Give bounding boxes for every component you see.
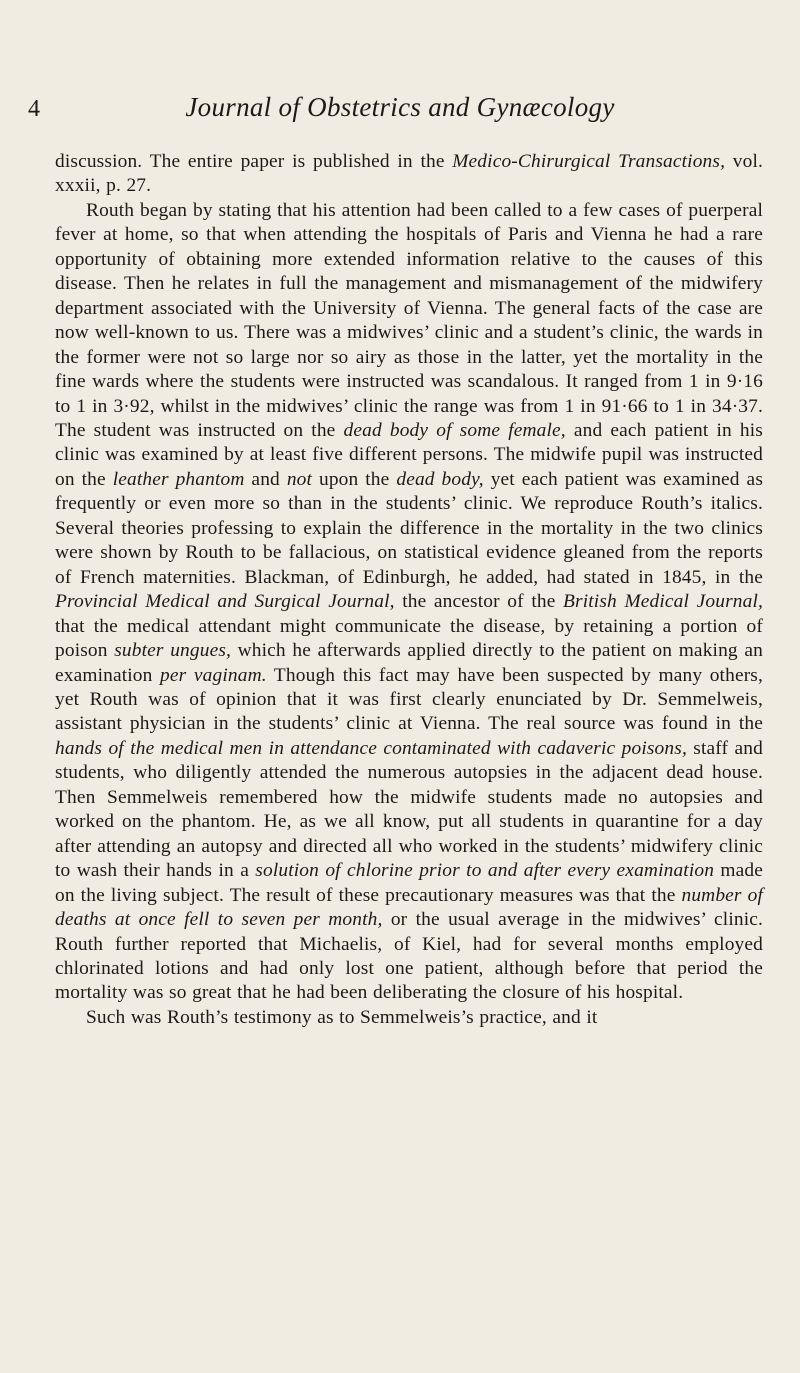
text-run: and [244, 468, 287, 490]
italic-text: dead body of some female, [343, 419, 566, 441]
text-run: Such was Routh’s testimony as to Semmelweis’s practice, and it [86, 1006, 598, 1028]
text-run: that the medical attendant might communicate the disease, by retaining a portion of poison [55, 615, 763, 662]
text-run: Though this fact may have been suspected by many others, yet Routh was of opinion that it was first clearly enunciated by Dr. Semmelweis, assistant physician in the students’ clinic at Vienna. The real source was found in the [55, 664, 763, 735]
page-number: 4 [28, 96, 40, 122]
text-run: made on the living subject. The result of these precautionary measures was that the [55, 860, 763, 906]
italic-text: subter ungues, [114, 640, 232, 662]
italic-text: Provincial Medical and Surgical Journal, [55, 591, 395, 613]
text-run: or the usual average in the midwives’ clinic. Routh further reported that Michaelis, of Kiel, had for several months employed chlorinated lotions and had only lost one patient, although before that period the mortality was so great that he had been deliberating the closure of his hospital. [55, 909, 763, 1004]
italic-text: leather phantom [112, 468, 245, 490]
italic-text: dead body, [396, 468, 484, 490]
paragraph [55, 150, 763, 199]
italic-text: solution of chlorine prior to and after every examination [255, 860, 715, 882]
text-run: the ancestor of the [394, 591, 564, 613]
page-header [0, 92, 800, 132]
italic-text: Medico-Chirurgical Transactions, [452, 151, 726, 172]
italic-text: hands of the medical men in attendance contaminated with cadaveric poisons, [55, 737, 687, 759]
italic-text: per vaginam. [160, 664, 267, 686]
text-run: and each patient in his clinic was examined by at least five different persons. The midwife pupil was instructed on the [55, 419, 763, 490]
paragraph [55, 1006, 763, 1030]
running-title: Journal of Obstetrics and Gynæcology [185, 92, 615, 122]
article-body [55, 150, 763, 1030]
italic-text: British Medical Journal, [563, 591, 763, 613]
italic-text: number of deaths at once fell to seven per month, [55, 884, 764, 931]
text-run: discussion. The entire paper is published in the [55, 151, 453, 172]
text-run: staff and students, who diligently attended the numerous autopsies in the adjacent dead house. Then Semmelweis remembered how the midwife students made no autopsies and worked on the phantom. He, as we all know, put all students in quarantine for a day after attending an autopsy and directed all who worked in the students’ midwifery clinic to wash their hands in a [55, 737, 763, 882]
text-run: which he afterwards applied directly to the patient on making an examination [55, 640, 763, 686]
text-run: upon the [312, 468, 397, 490]
paragraph [55, 199, 763, 1006]
text-run: vol. xxxii, p. 27. [55, 151, 763, 197]
italic-text: not [286, 468, 313, 490]
text-run: Routh began by stating that his attention had been called to a few cases of puerperal fever at home, so that when attending the hospitals of Paris and Vienna he had a rare opportunity of obtaining more extended information relative to the causes of this disease. Then he relates in full the management and mismanagement of the midwifery department associated with the University of Vienna. The general facts of the case are now well-known to us. There was a midwives’ clinic and a student’s clinic, the wards in the former were not so large nor so airy as those in the latter, yet the mortality in the fine wards where the students were instructed was scandalous. It ranged from 1 in 9·16 to 1 in 3·92, whilst in the midwives’ clinic the range was from 1 in 91·66 to 1 in 34·37. The student was instructed on the [55, 199, 763, 441]
text-run: yet each patient was examined as frequently or even more so than in the students’ clinic. We reproduce Routh’s italics. Several theories professing to explain the difference in the mortality in the two clinics were shown by Routh to be fallacious, on statistical evidence gleaned from the reports of French maternities. Blackman, of Edinburgh, he added, had stated in 1845, in the [55, 468, 764, 588]
